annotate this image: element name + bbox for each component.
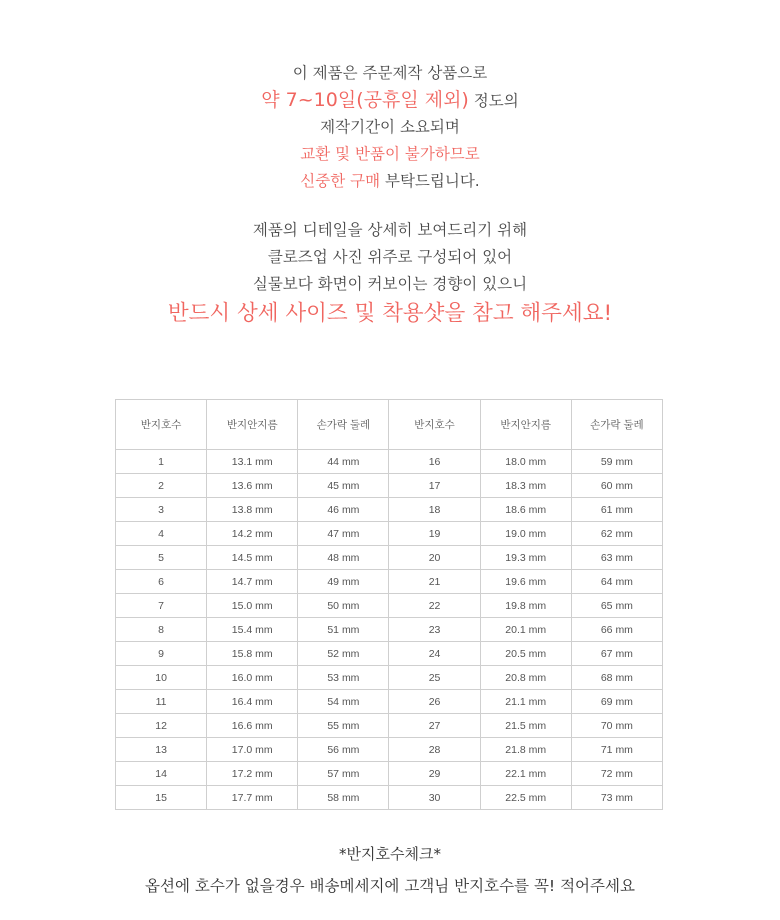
table-cell: 29 xyxy=(389,762,480,786)
table-cell: 18 xyxy=(389,498,480,522)
table-header-cell: 반지안지름 xyxy=(207,400,298,450)
table-cell: 48 mm xyxy=(298,546,389,570)
table-cell: 60 mm xyxy=(571,474,662,498)
table-cell: 13.6 mm xyxy=(207,474,298,498)
table-cell: 17.2 mm xyxy=(207,762,298,786)
table-cell: 30 xyxy=(389,786,480,810)
table-row xyxy=(116,762,663,786)
table-cell: 20.5 mm xyxy=(480,642,571,666)
table-cell: 70 mm xyxy=(571,714,662,738)
table-cell: 14 xyxy=(116,762,207,786)
table-cell: 18.3 mm xyxy=(480,474,571,498)
table-cell: 9 xyxy=(116,642,207,666)
notice-line-2-rest: 정도의 xyxy=(468,92,519,110)
table-cell: 57 mm xyxy=(298,762,389,786)
table-cell: 20.8 mm xyxy=(480,666,571,690)
table-cell: 67 mm xyxy=(571,642,662,666)
table-cell: 19.0 mm xyxy=(480,522,571,546)
table-cell: 15.8 mm xyxy=(207,642,298,666)
table-cell: 64 mm xyxy=(571,570,662,594)
table-cell: 17.0 mm xyxy=(207,738,298,762)
table-cell: 28 xyxy=(389,738,480,762)
notice-line-1: 이 제품은 주문제작 상품으로 xyxy=(292,64,488,82)
table-header-cell: 손가락 둘레 xyxy=(298,400,389,450)
size-reference-warning: 반드시 상세 사이즈 및 착용샷을 참고 해주세요! xyxy=(167,301,613,326)
table-cell: 10 xyxy=(116,666,207,690)
table-row xyxy=(116,642,663,666)
table-header-cell: 반지안지름 xyxy=(480,400,571,450)
table-row xyxy=(116,498,663,522)
table-cell: 14.7 mm xyxy=(207,570,298,594)
table-cell: 5 xyxy=(116,546,207,570)
table-row xyxy=(116,786,663,810)
careful-purchase-highlight: 신중한 구매 xyxy=(300,172,381,190)
table-row xyxy=(116,450,663,474)
table-header-cell: 손가락 둘레 xyxy=(571,400,662,450)
table-row xyxy=(116,714,663,738)
table-cell: 45 mm xyxy=(298,474,389,498)
ring-size-table xyxy=(115,399,663,810)
table-row xyxy=(116,474,663,498)
table-header-cell: 반지호수 xyxy=(116,400,207,450)
table-cell: 21 xyxy=(389,570,480,594)
table-header-row xyxy=(116,400,663,450)
table-cell: 69 mm xyxy=(571,690,662,714)
table-cell: 24 xyxy=(389,642,480,666)
table-cell: 21.1 mm xyxy=(480,690,571,714)
table-cell: 25 xyxy=(389,666,480,690)
table-cell: 26 xyxy=(389,690,480,714)
table-cell: 13 xyxy=(116,738,207,762)
table-cell: 15.4 mm xyxy=(207,618,298,642)
notice-line-3: 제작기간이 소요되며 xyxy=(320,118,460,136)
table-cell: 68 mm xyxy=(571,666,662,690)
table-cell: 1 xyxy=(116,450,207,474)
table-cell: 14.2 mm xyxy=(207,522,298,546)
table-cell: 20 xyxy=(389,546,480,570)
table-cell: 53 mm xyxy=(298,666,389,690)
table-cell: 19 xyxy=(389,522,480,546)
table-cell: 49 mm xyxy=(298,570,389,594)
no-exchange-warning: 교환 및 반품이 불가하므로 xyxy=(300,145,480,163)
table-cell: 3 xyxy=(116,498,207,522)
table-row xyxy=(116,690,663,714)
table-cell: 72 mm xyxy=(571,762,662,786)
notice-line-2 xyxy=(0,87,780,114)
table-cell: 18.6 mm xyxy=(480,498,571,522)
table-cell: 27 xyxy=(389,714,480,738)
table-cell: 11 xyxy=(116,690,207,714)
table-cell: 13.8 mm xyxy=(207,498,298,522)
table-cell: 17 xyxy=(389,474,480,498)
table-cell: 62 mm xyxy=(571,522,662,546)
table-cell: 52 mm xyxy=(298,642,389,666)
table-cell: 51 mm xyxy=(298,618,389,642)
notice-line-5 xyxy=(0,168,780,195)
table-cell: 13.1 mm xyxy=(207,450,298,474)
table-cell: 15 xyxy=(116,786,207,810)
table-cell: 44 mm xyxy=(298,450,389,474)
ring-size-check-title: *반지호수체크* xyxy=(339,845,441,863)
table-cell: 58 mm xyxy=(298,786,389,810)
table-row xyxy=(116,546,663,570)
table-cell: 71 mm xyxy=(571,738,662,762)
table-cell: 23 xyxy=(389,618,480,642)
table-cell: 7 xyxy=(116,594,207,618)
table-row xyxy=(116,618,663,642)
table-cell: 19.6 mm xyxy=(480,570,571,594)
table-row xyxy=(116,738,663,762)
table-cell: 16.0 mm xyxy=(207,666,298,690)
notice-line-6: 제품의 디테일을 상세히 보여드리기 위해 xyxy=(252,221,528,239)
ring-size-instruction: 옵션에 호수가 없을경우 배송메세지에 고객님 반지호수를 꼭! 적어주세요 xyxy=(145,877,635,895)
notice-line-5-rest: 부탁드립니다. xyxy=(380,172,480,190)
table-cell: 16.6 mm xyxy=(207,714,298,738)
table-cell: 2 xyxy=(116,474,207,498)
table-cell: 15.0 mm xyxy=(207,594,298,618)
table-cell: 50 mm xyxy=(298,594,389,618)
table-cell: 61 mm xyxy=(571,498,662,522)
table-cell: 66 mm xyxy=(571,618,662,642)
table-cell: 14.5 mm xyxy=(207,546,298,570)
table-cell: 22 xyxy=(389,594,480,618)
table-cell: 59 mm xyxy=(571,450,662,474)
table-cell: 12 xyxy=(116,714,207,738)
table-cell: 54 mm xyxy=(298,690,389,714)
table-cell: 19.8 mm xyxy=(480,594,571,618)
table-cell: 18.0 mm xyxy=(480,450,571,474)
table-cell: 4 xyxy=(116,522,207,546)
table-cell: 19.3 mm xyxy=(480,546,571,570)
table-cell: 20.1 mm xyxy=(480,618,571,642)
table-cell: 21.5 mm xyxy=(480,714,571,738)
table-row xyxy=(116,594,663,618)
table-cell: 47 mm xyxy=(298,522,389,546)
notice-line-7: 클로즈업 사진 위주로 구성되어 있어 xyxy=(267,248,513,266)
table-row xyxy=(116,522,663,546)
table-cell: 16 xyxy=(389,450,480,474)
table-row xyxy=(116,570,663,594)
table-cell: 22.1 mm xyxy=(480,762,571,786)
order-notice xyxy=(0,60,780,330)
table-row xyxy=(116,666,663,690)
table-cell: 17.7 mm xyxy=(207,786,298,810)
table-cell: 6 xyxy=(116,570,207,594)
table-cell: 21.8 mm xyxy=(480,738,571,762)
table-cell: 8 xyxy=(116,618,207,642)
table-cell: 22.5 mm xyxy=(480,786,571,810)
table-cell: 55 mm xyxy=(298,714,389,738)
table-cell: 46 mm xyxy=(298,498,389,522)
table-cell: 73 mm xyxy=(571,786,662,810)
production-period-highlight: 약 7~10일(공휴일 제외) xyxy=(261,89,469,111)
table-cell: 56 mm xyxy=(298,738,389,762)
table-cell: 16.4 mm xyxy=(207,690,298,714)
table-cell: 63 mm xyxy=(571,546,662,570)
table-header-cell: 반지호수 xyxy=(389,400,480,450)
notice-line-8: 실물보다 화면이 커보이는 경향이 있으니 xyxy=(252,275,528,293)
table-cell: 65 mm xyxy=(571,594,662,618)
